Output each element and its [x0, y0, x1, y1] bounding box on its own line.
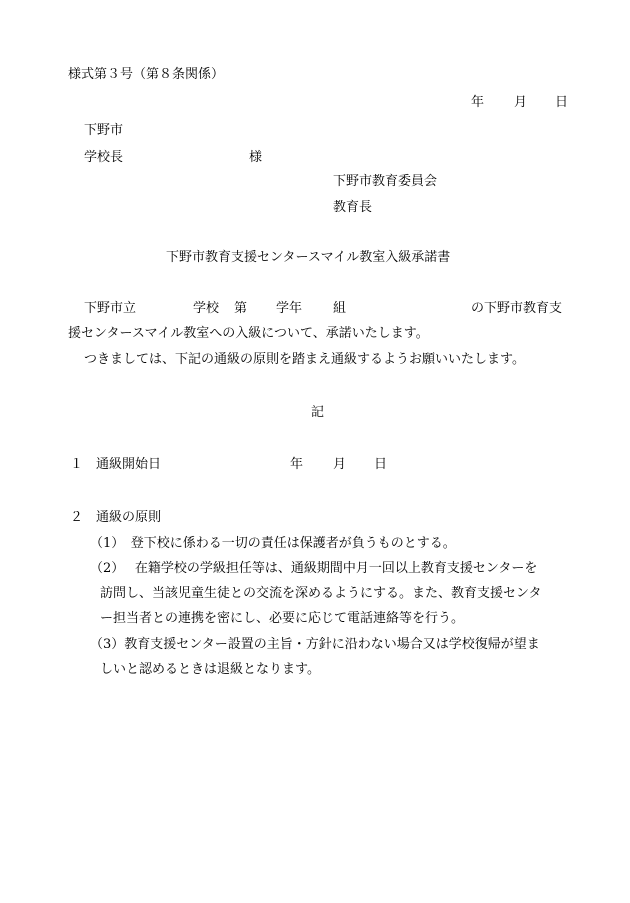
addressee-city: 下野市	[84, 123, 124, 138]
addressee-honorific: 様	[249, 150, 263, 165]
school-label: 学校	[193, 301, 220, 316]
date-year: 年	[471, 95, 485, 110]
sender-superintendent: 教育長	[333, 200, 373, 215]
grade-prefix: 第	[234, 301, 248, 316]
body-line-1-suffix: の下野市教育支	[471, 301, 563, 316]
date-day: 日	[555, 95, 569, 110]
section-2-item-1: （1） 登下校に係わる一切の責任は保護者が負うものとする。	[90, 536, 456, 551]
grade-label: 学年	[276, 301, 303, 316]
sender-board: 下野市教育委員会	[333, 174, 438, 189]
section-2-item-3-line-2: しいと認めるときは退級となります。	[100, 662, 320, 677]
section-1-label: １ 通級開始日	[70, 457, 162, 472]
school-prefix: 下野市立	[84, 301, 137, 316]
class-label: 組	[333, 301, 347, 316]
section-1-day: 日	[374, 457, 388, 472]
section-1-month: 月	[333, 457, 347, 472]
section-2-item-2-line-1: （2） 在籍学校の学級担任等は、通級期間中月一回以上教育支援センターを	[90, 561, 538, 576]
addressee-principal-line	[0, 150, 630, 166]
date-line	[0, 95, 630, 111]
section-1-year: 年	[290, 457, 304, 472]
body-line-2: 援センタースマイル教室への入級について、承諾いたします。	[68, 326, 429, 341]
form-number: 様式第３号（第８条関係）	[68, 67, 225, 82]
section-1	[0, 457, 630, 473]
addressee-principal: 学校長	[84, 150, 124, 165]
section-2-item-3-line-1: （3）教育支援センター設置の主旨・方針に沿わない場合又は学校復帰が望ま	[90, 637, 540, 652]
body-line-3: つきましては、下記の通級の原則を踏まえ通級するようお願いいたします。	[84, 352, 525, 367]
ki-mark: 記	[311, 405, 325, 420]
section-2-item-2-line-2: 訪問し、当該児童生徒との交流を深めるようにする。また、教育支援センタ	[100, 586, 542, 601]
date-month: 月	[514, 95, 528, 110]
section-2-item-2-line-3: ー担当者との連携を密にし、必要に応じて電話連絡等を行う。	[100, 611, 465, 626]
section-2-label: ２ 通級の原則	[70, 510, 162, 525]
body-line-1	[0, 301, 630, 317]
document-title: 下野市教育支援センタースマイル教室入級承諾書	[166, 250, 451, 265]
